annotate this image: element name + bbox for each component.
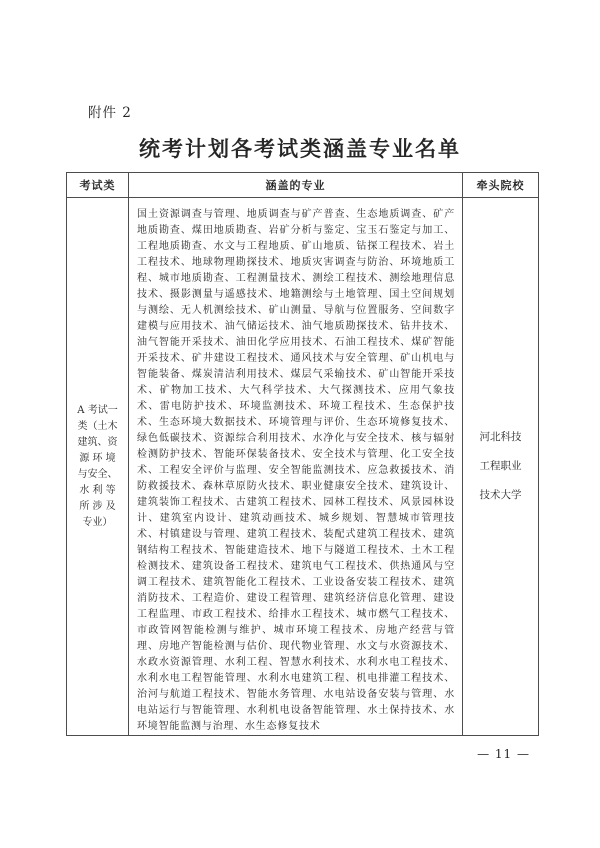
majors-table [66, 172, 539, 736]
header-exam-category: 考试类 [67, 173, 129, 198]
table-header-row [67, 173, 539, 198]
lead-school-cell [463, 198, 539, 736]
attachment-label: 附件 2 [88, 105, 132, 121]
header-lead-school: 牵头院校 [463, 173, 539, 198]
exam-category-line: 所 涉 及 [79, 500, 116, 512]
header-covered-majors: 涵盖的专业 [129, 173, 463, 198]
table-row [67, 198, 539, 736]
exam-category-line: 与安全、 [77, 468, 118, 480]
exam-category-line: 水 利 等 [79, 484, 116, 496]
lead-school-text: 河北科技工程职业技术大学 [479, 431, 522, 501]
page-title: 统考计划各考试类涵盖专业名单 [139, 136, 461, 161]
exam-category-line: 专业） [82, 516, 113, 528]
covered-majors-text: 国土资源调查与管理、地质调查与矿产普查、生态地质调查、矿产地质勘查、煤田地质勘查、岩矿分析与鉴定、宝玉石鉴定与加工、工程地质勘查、水文与工程地质、矿山地质、钻探工程技术、岩土工程技术、地球物理勘探技术、地质灾害调查与防治、环境地质工程、城市地质勘查、工程测量技术、测绘工程技术、测绘地理信息技术、摄影测量与遥感技术、地籍测绘与土地管理、国土空间规划与测绘、无人机测绘技术、矿山测量、导航与位置服务、空间数字建模与应用技术、油气储运技术、油气地质勘探技术、钻井技术、油气智能开采技术、油田化学应用技术、石油工程技术、煤矿智能开采技术、矿井建设工程技术、通风技术与安全管理、矿山机电与智能装备、煤炭清洁利用技术、煤层气采输技术、矿山智能开采技术、矿物加工技术、大气科学技术、大气探测技术、应用气象技术、雷电防护技术、环境监测技术、环境工程技术、生态保护技术、生态环境大数据技术、环境管理与评价、生态环境修复技术、绿色低碳技术、资源综合利用技术、水净化与安全技术、核与辐射检测防护技术、智能环保装备技术、安全技术与管理、化工安全技术、工程安全评价与监理、安全智能监测技术、应急救援技术、消防救援技术、森林草原防火技术、职业健康安全技术、建筑设计、建筑装饰工程技术、古建筑工程技术、园林工程技术、风景园林设计、建筑室内设计、建筑动画技术、城乡规划、智慧城市管理技术、村镇建设与管理、建筑工程技术、装配式建筑工程技术、建筑钢结构工程技术、智能建造技术、地下与隧道工程技术、土木工程检测技术、建筑设备工程技术、建筑电气工程技术、供热通风与空调工程技术、建筑智能化工程技术、工业设备安装工程技术、建筑消防技术、工程造价、建设工程管理、建筑经济信息化管理、建设工程监理、市政工程技术、给排水工程技术、城市燃气工程技术、市政管网智能检测与维护、城市环境工程技术、房地产经营与管理、房地产智能检测与估价、现代物业管理、水文与水资源技术、水政水资源管理、水利工程、智慧水利技术、水利水电工程技术、水利水电工程智能管理、水利水电建筑工程、机电排灌工程技术、治河与航道工程技术、智能水务管理、水电站设备安装与管理、水电站运行与智能管理、水利机电设备智能管理、水土保持技术、水环境智能监测与治理、水生态修复技术 [137, 209, 455, 732]
exam-category-line: 建筑、资 [77, 436, 118, 448]
exam-category-line: A 考试一 [77, 404, 118, 416]
exam-category-line: 源 环 境 [79, 452, 116, 464]
exam-category-line: 类（土木 [77, 420, 118, 432]
covered-majors-cell [129, 198, 463, 736]
page-number: — 11 — [477, 747, 530, 761]
exam-category-cell [67, 198, 129, 736]
